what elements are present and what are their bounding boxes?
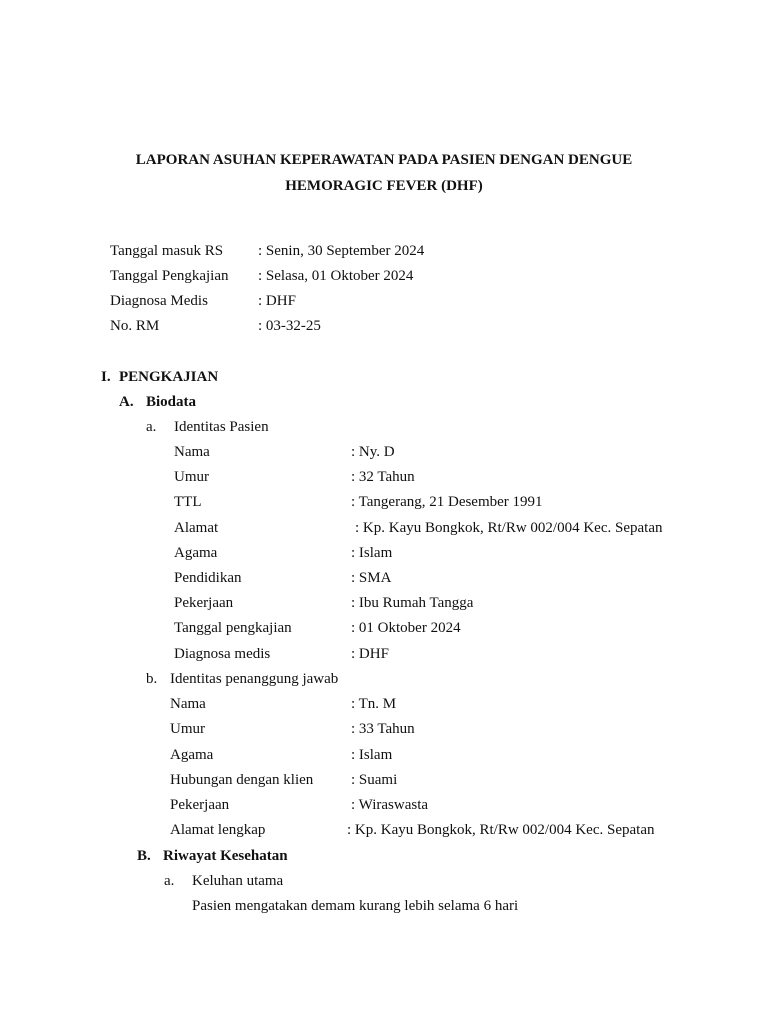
patient-value: : Ny. D [351, 444, 395, 460]
header-label-tanggal-masuk: Tanggal masuk RS [110, 243, 224, 259]
item-b-letter: b. [146, 671, 158, 687]
patient-value: : 32 Tahun [351, 469, 415, 485]
guarantor-value: : Suami [351, 772, 398, 788]
item-keluhan-letter: a. [164, 873, 175, 889]
document-title-line-2: HEMORAGIC FEVER (DHF) [285, 178, 483, 194]
patient-value: : 01 Oktober 2024 [351, 620, 461, 636]
item-keluhan-title: Keluhan utama [192, 873, 284, 889]
patient-value: : Kp. Kayu Bongkok, Rt/Rw 002/004 Kec. Sepatan [355, 520, 663, 536]
header-label-no-rm: No. RM [110, 318, 160, 334]
section-1-number: I. [101, 369, 111, 385]
patient-label: Nama [174, 444, 210, 460]
document-title-line-1: LAPORAN ASUHAN KEPERAWATAN PADA PASIEN DENGAN DENGUE [135, 152, 633, 168]
header-label-diagnosa-medis: Diagnosa Medis [110, 293, 208, 309]
guarantor-label: Agama [170, 747, 214, 763]
patient-label: TTL [174, 494, 202, 510]
header-value-diagnosa-medis: : DHF [258, 293, 296, 309]
patient-label: Agama [174, 545, 218, 561]
patient-label: Pendidikan [174, 570, 242, 586]
guarantor-value: : 33 Tahun [351, 721, 415, 737]
item-a-letter: a. [146, 419, 157, 435]
header-label-tanggal-pengkajian: Tanggal Pengkajian [110, 268, 229, 284]
guarantor-value: : Islam [351, 747, 393, 763]
header-value-tanggal-masuk: : Senin, 30 September 2024 [258, 243, 425, 259]
patient-value: : Tangerang, 21 Desember 1991 [351, 494, 543, 510]
patient-label: Umur [174, 469, 209, 485]
patient-label: Pekerjaan [174, 595, 234, 611]
guarantor-value: : Kp. Kayu Bongkok, Rt/Rw 002/004 Kec. Sepatan [347, 822, 655, 838]
guarantor-label: Hubungan dengan klien [170, 772, 314, 788]
header-value-no-rm: : 03-32-25 [258, 318, 321, 334]
item-b-title: Identitas penanggung jawab [170, 671, 339, 687]
patient-label: Alamat [174, 520, 219, 536]
keluhan-utama-text: Pasien mengatakan demam kurang lebih selama 6 hari [192, 898, 519, 914]
subsection-b-letter: B. [137, 848, 151, 864]
patient-value: : DHF [351, 646, 389, 662]
patient-value: : SMA [351, 570, 392, 586]
item-a-title: Identitas Pasien [174, 419, 269, 435]
subsection-a-title: Biodata [146, 394, 197, 410]
guarantor-label: Nama [170, 696, 206, 712]
patient-label: Diagnosa medis [174, 646, 271, 662]
patient-value: : Islam [351, 545, 393, 561]
section-1-title: PENGKAJIAN [119, 369, 219, 385]
subsection-b-title: Riwayat Kesehatan [163, 848, 288, 864]
subsection-a-letter: A. [119, 394, 134, 410]
guarantor-label: Pekerjaan [170, 797, 230, 813]
patient-label: Tanggal pengkajian [174, 620, 292, 636]
guarantor-label: Alamat lengkap [170, 822, 266, 838]
header-value-tanggal-pengkajian: : Selasa, 01 Oktober 2024 [258, 268, 414, 284]
guarantor-value: : Wiraswasta [351, 797, 429, 813]
guarantor-value: : Tn. M [351, 696, 397, 712]
patient-value: : Ibu Rumah Tangga [351, 595, 474, 611]
guarantor-label: Umur [170, 721, 205, 737]
